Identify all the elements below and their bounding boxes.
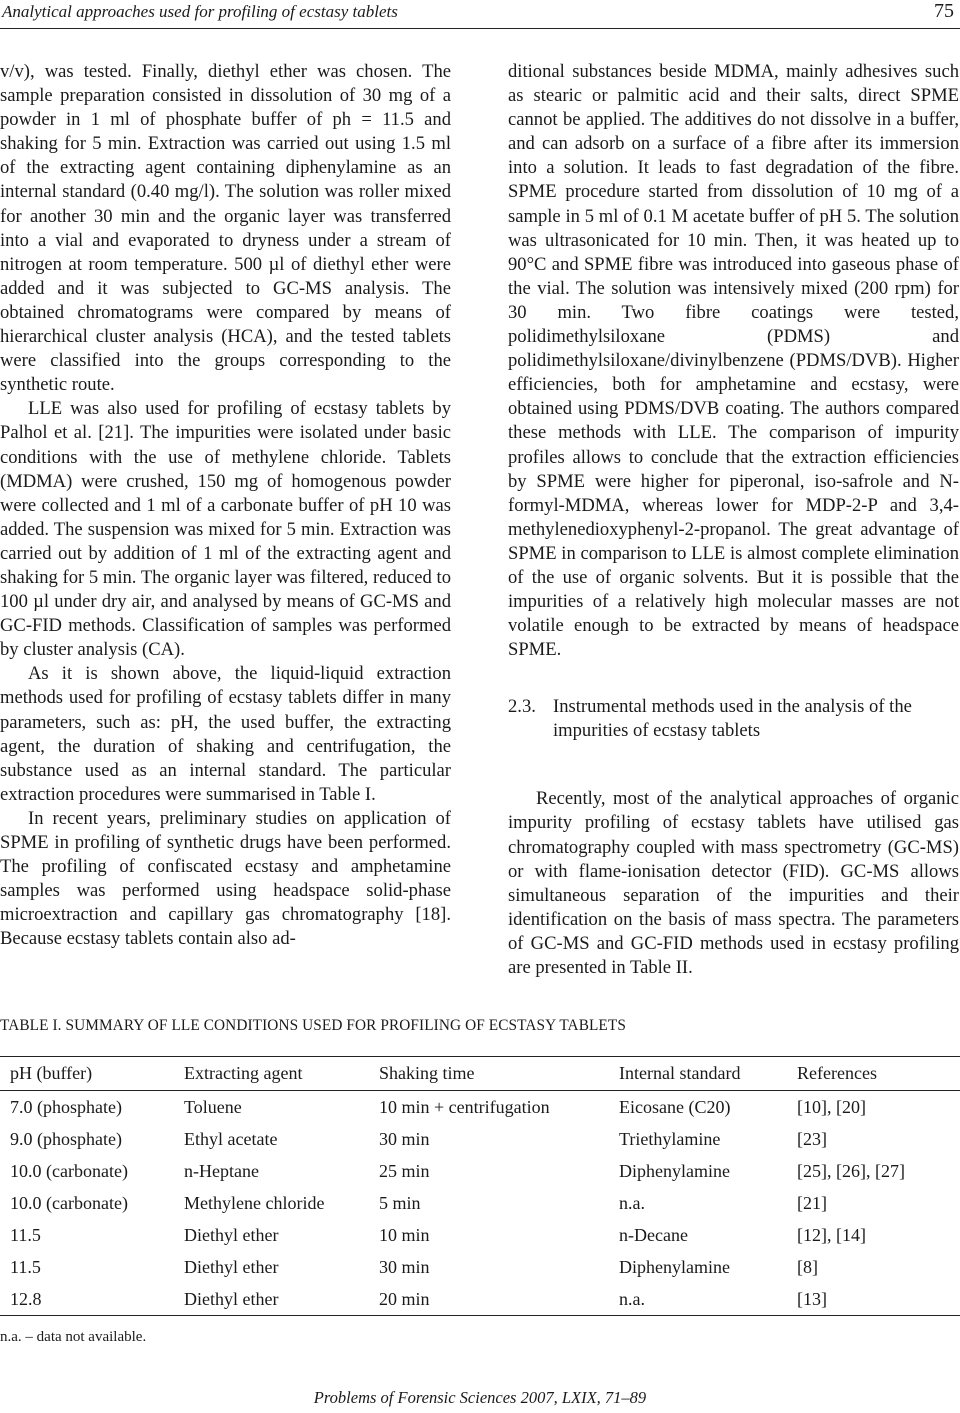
section-title: Instrumental methods used in the analysis of the impurities of ecstasy tablets [553, 696, 912, 742]
table-cell: 12.8 [10, 1288, 42, 1309]
table-cell: Eicosane (C20) [619, 1096, 731, 1117]
left-column [0, 60, 451, 951]
table-cell: 11.5 [10, 1224, 41, 1245]
table-footnote: n.a. – data not available. [0, 1329, 147, 1345]
table-header-row [0, 1057, 960, 1091]
table-cell: 7.0 (phosphate) [10, 1096, 122, 1117]
table-cell: [8] [797, 1256, 818, 1277]
table-cell: Diethyl ether [184, 1288, 279, 1309]
table-cell: Diphenylamine [619, 1160, 730, 1181]
table-cell: 5 min [379, 1192, 421, 1213]
table-cell: Toluene [184, 1096, 242, 1117]
table-cell: 9.0 (phosphate) [10, 1128, 122, 1149]
table-cell: 11.5 [10, 1256, 41, 1277]
paragraph: Recently, most of the analytical approaches of organic impurity profiling of ecstasy tablets have utilised gas chromatography coupled with mass spectrometry (GC-MS) or with flame-ionisation detector (FID). GC-MS allows simultaneous separation of the impurities and their identification on the basis of mass spectra. The parameters of GC-MS and GC-FID methods used in ecstasy profiling are presented in Table II. [508, 788, 959, 978]
table-cell: [25], [26], [27] [797, 1160, 905, 1181]
paragraph: v/v), was tested. Finally, diethyl ether was chosen. The sample preparation consisted in dissolution of 30 mg of a powder in 1 ml of phosphate buffer of ph = 11.5 and shaking for 5 min. Extraction was carried out using 1.5 ml of the extracting agent containing diphenylamine as an internal standard (0.40 mg/l). The solution was roller mixed for another 30 min and the organic layer was transferred into a vial and evaporated to dryness under a stream of nitrogen at room temperature. 500 µl of diethyl ether were added and it was subjected to GC-MS analysis. The obtained chromatograms were compared by means of hierarchical cluster analysis (HCA), and the tested tablets were classified into the groups corresponding to the synthetic route. [0, 61, 451, 396]
table-cell: 30 min [379, 1128, 430, 1149]
table-cell: Diethyl ether [184, 1256, 279, 1277]
section-number: 2.3. [508, 696, 536, 718]
table-cell: Diphenylamine [619, 1256, 730, 1277]
table-row [0, 1251, 960, 1283]
paragraph: As it is shown above, the liquid-liquid extraction methods used for profiling of ecstasy tablets differ in many parameters, such as: pH, the used buffer, the extracting agent, the duration of shaking and centrifugation, the substance used as an internal standard. The particular extraction procedures were summarised in Table I. [0, 663, 451, 805]
column-header: References [797, 1063, 877, 1083]
table-cell: n.a. [619, 1288, 645, 1309]
section-heading [508, 695, 959, 743]
column-header: Internal standard [619, 1063, 741, 1083]
table-row [0, 1187, 960, 1219]
table-cell: 10.0 (carbonate) [10, 1192, 128, 1213]
table-cell: [21] [797, 1192, 827, 1213]
table-cell: n-Heptane [184, 1160, 259, 1181]
right-column [508, 60, 959, 980]
paragraph: In recent years, preliminary studies on application of SPME in profiling of synthetic drugs have been performed. The profiling of confiscated ecstasy and amphetamine samples was performed using headspace solid-phase microextraction and capillary gas chromatography [18]. Because ecstasy tablets contain also ad- [0, 807, 451, 950]
table-cell: Triethylamine [619, 1128, 721, 1149]
table-cell: 10.0 (carbonate) [10, 1160, 128, 1181]
paragraph: LLE was also used for profiling of ecstasy tablets by Palhol et al. [21]. The impurities were isolated under basic conditions with the use of methylene chloride. Tablets (MDMA) were crushed, 150 mg of homogenous powder were collected and 1 ml of a carbonate buffer of pH 10 was added. The suspension was mixed for 5 min. Extraction was carried out by addition of 1 ml of the extracting agent and shaking for 5 min. The organic layer was filtered, reduced to 100 µl under dry air, and analysed by means of GC-MS and GC-FID methods. Classification of samples was performed by cluster analysis (CA). [0, 398, 451, 661]
table-cell: [13] [797, 1288, 827, 1309]
journal-footer: Problems of Forensic Sciences 2007, LXIX, 71–89 [313, 1388, 647, 1407]
table-cell: 10 min + centrifugation [379, 1096, 550, 1117]
table-caption: TABLE I. SUMMARY OF LLE CONDITIONS USED FOR PROFILING OF ECSTASY TABLETS [0, 1017, 626, 1034]
table-row [0, 1155, 960, 1187]
table-row [0, 1219, 960, 1251]
running-title: Analytical approaches used for profiling of ecstasy tablets [2, 2, 398, 21]
data-table [0, 1056, 960, 1316]
table-cell: 25 min [379, 1160, 430, 1181]
table-cell: 10 min [379, 1224, 430, 1245]
paragraph: ditional substances beside MDMA, mainly adhesives such as stearic or palmitic acid and their salts, direct SPME cannot be applied. The additives do not dissolve in a buffer, and can adsorb on a surface of a fibre after its immersion into a solution. It leads to fast degradation of the fibre. SPME procedure started from dissolution of 10 mg of a sample in 5 ml of 0.1 M acetate buffer of pH 5. The solution was ultrasonicated for 10 min. Then, it was heated up to 90°C and SPME fibre was introduced into gaseous phase of the vial. The solution was intensively mixed (200 rpm) for 30 min. Two fibre coatings were tested, polidimethylsiloxane (PDMS) and polidimethylsiloxane/divinylbenzene (PDMS/DVB). Higher efficiencies, both for amphetamine and ecstasy, were obtained using PDMS/DVB coating. The authors compared these methods with LLE. The comparison of impurity profiles allows to conclude that the extraction efficiencies by SPME were higher for piperonal, iso-safrole and N-formyl-MDMA, whereas lower for MDP-2-P and 3,4-methylenedioxyphenyl-2-propanol. The great advantage of SPME in comparison to LLE is almost complete elimination of the use of organic solvents. But it is possible that the impurities of a relatively high molecular masses are not volatile enough to be extracted by means of headspace SPME. [508, 61, 959, 661]
column-header: pH (buffer) [10, 1063, 93, 1083]
column-header: Shaking time [379, 1063, 475, 1083]
table-cell: [12], [14] [797, 1224, 866, 1245]
column-header: Extracting agent [184, 1063, 303, 1083]
table-row [0, 1123, 960, 1155]
table-row [0, 1283, 960, 1316]
table-cell: n-Decane [619, 1224, 688, 1245]
table-cell: Methylene chloride [184, 1192, 325, 1213]
table-cell: 30 min [379, 1256, 430, 1277]
table-cell: [23] [797, 1128, 827, 1149]
table-cell: Ethyl acetate [184, 1128, 278, 1149]
table-cell: [10], [20] [797, 1096, 866, 1117]
table-cell: 20 min [379, 1288, 430, 1309]
table-row [0, 1091, 960, 1124]
page-number: 75 [934, 0, 954, 22]
table-cell: Diethyl ether [184, 1224, 279, 1245]
table-cell: n.a. [619, 1192, 645, 1213]
running-header [0, 0, 960, 29]
